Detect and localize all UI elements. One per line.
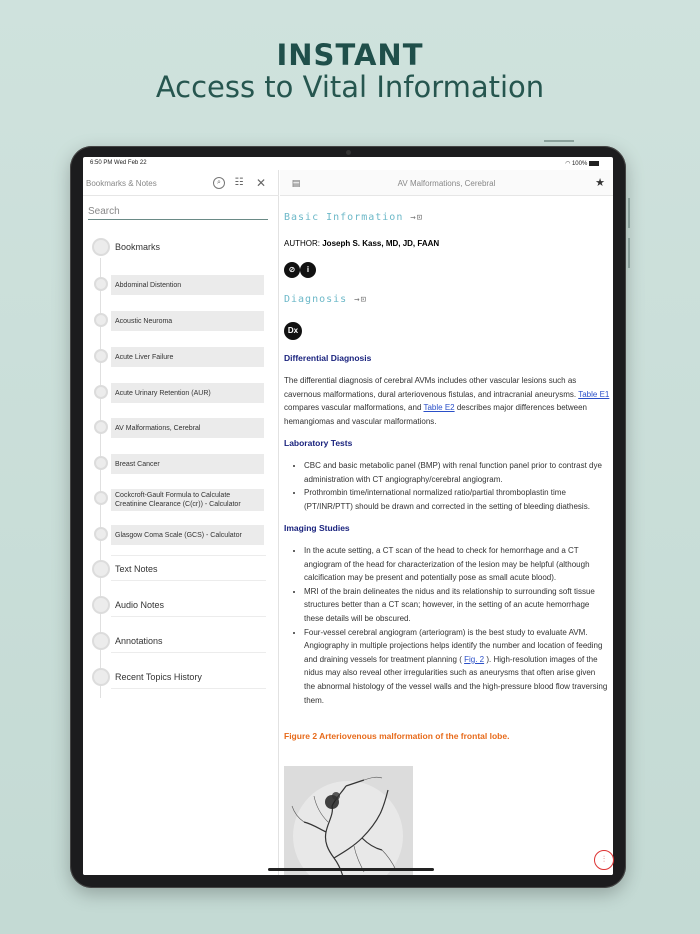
bookmark-node (94, 277, 108, 291)
list-item: • In the acute setting, a CT scan of the head to check for hemorrhage and a CT angiogram of the head for characterization of the lesion may be helpful (although calcification may be present and potentially pose as small acute blood). (304, 544, 608, 585)
bookmarks-node-icon (92, 238, 110, 256)
bookmark-node (94, 491, 108, 505)
divider (111, 688, 266, 689)
imaging-studies-heading: Imaging Studies (284, 523, 350, 533)
angiogram-illustration (284, 766, 413, 875)
divider (111, 555, 266, 556)
laboratory-tests-heading: Laboratory Tests (284, 438, 353, 448)
differential-diagnosis-heading: Differential Diagnosis (284, 353, 372, 363)
bookmark-item-glasgow-coma-scale[interactable]: Glasgow Coma Scale (GCS) - Calculator (111, 525, 264, 545)
angiogram-figure-image[interactable] (284, 766, 413, 875)
table-e2-link[interactable]: Table E2 (423, 403, 455, 413)
status-battery (565, 160, 599, 167)
list-item: • Prothrombin time/international normalized ratio/partial thromboplastin time (PT/INR/PTT) should be drawn and corrected in the setting of bleeding diathesis. (304, 486, 608, 513)
author-name: Joseph S. Kass, MD, JD, FAAN (322, 239, 440, 248)
search-input[interactable]: Search (88, 206, 268, 220)
battery-icon (589, 161, 599, 166)
bookmark-node (94, 456, 108, 470)
list-item: • CBC and basic metabolic panel (BMP) with renal function panel prior to contrast dye administration with CT angiography/cerebral angiogram. (304, 459, 608, 486)
basic-information-heading[interactable] (284, 212, 423, 223)
divider (111, 652, 266, 653)
audio-notes-section-label[interactable]: Audio Notes (115, 600, 165, 610)
camera-dot (346, 150, 351, 155)
recent-topics-section-label[interactable]: Recent Topics History (115, 672, 202, 682)
topic-header (280, 170, 613, 196)
bookmarks-panel-title: Bookmarks & Notes (86, 179, 157, 188)
laboratory-tests-list (292, 459, 608, 513)
expand-arrow-icon: →⊡ (410, 213, 424, 223)
expand-arrow-icon: →⊡ (354, 295, 368, 305)
bookmark-node (94, 313, 108, 327)
table-e1-link[interactable]: Table E1 (578, 389, 610, 399)
differential-diagnosis-text (284, 374, 610, 428)
search-icon[interactable]: ⌕ (213, 177, 225, 189)
differential-text-2: compares vascular malformations, and (284, 403, 422, 413)
audio-notes-node-icon (92, 596, 110, 614)
diagnosis-label: Diagnosis (284, 294, 348, 305)
bookmark-node (94, 420, 108, 434)
sliders-icon: ⫶ (602, 854, 606, 864)
diagnosis-heading[interactable] (284, 294, 367, 305)
bookmark-item-acoustic-neuroma[interactable]: Acoustic Neuroma (111, 311, 264, 331)
status-time: 6:50 PM Wed Feb 22 (90, 160, 147, 166)
tools-floating-button[interactable] (594, 850, 614, 870)
dx-badge-icon: Dx (284, 322, 302, 340)
tablet-volume-up (628, 198, 630, 228)
bookmark-node (94, 385, 108, 399)
list-item: • MRI of the brain delineates the nidus and its relationship to surrounding soft tissue structures better than a CT scan; however, in the setting of an acute hemorrhage these details will be obscured. (304, 585, 608, 626)
bookmark-item-acute-urinary-retention[interactable]: Acute Urinary Retention (AUR) (111, 383, 264, 403)
topic-title: AV Malformations, Cerebral (397, 179, 496, 188)
differential-text-3: describes major differences between hemangiomas and vascular malformations. (284, 403, 587, 426)
bookmarks-panel (83, 170, 279, 875)
fig-2-link[interactable]: Fig. 2 (464, 654, 485, 664)
app-screen (83, 157, 613, 875)
battery-label: 100% (571, 161, 588, 167)
bookmark-item-cockcroft-gault[interactable]: Cockcroft-Gault Formula to Calculate Creatinine Clearance (C(cr)) - Calculator (111, 489, 264, 511)
annotations-section-label[interactable]: Annotations (115, 636, 163, 646)
divider (111, 580, 266, 581)
promo-headline: INSTANT (276, 38, 424, 72)
bookmarks-section-label[interactable]: Bookmarks (115, 242, 161, 252)
imaging-item3-text-b: ). High-resolution images of the nidus may also reveal other irregularities such as aneurysms that often arise given the abnormal histology of the vessel walls and the high-pressure blood flow traversing them. (304, 654, 608, 705)
bookmarks-header (83, 170, 279, 196)
author-label: AUTHOR: (284, 239, 320, 248)
divider (111, 616, 266, 617)
topic-panel (280, 170, 613, 875)
list-item (304, 626, 608, 708)
info-badge-icon: i (300, 262, 316, 278)
imaging-item3-text-a: Four-vessel cerebral angiogram (arteriogram) is the best study to evaluate AVM. Angiography in multiple projections helps identify the number and location of feeding and draining vessels for treatment planning ( (304, 627, 603, 664)
figure-caption: Figure 2 Arteriovenous malformation of the frontal lobe. (284, 731, 510, 741)
logo-badge-icon: ⊘ (284, 262, 300, 278)
tablet-top-button (544, 140, 574, 142)
text-notes-node-icon (92, 560, 110, 578)
author-line (284, 239, 439, 248)
filter-icon[interactable]: ☷ (234, 177, 244, 188)
bookmark-item-acute-liver-failure[interactable]: Acute Liver Failure (111, 347, 264, 367)
imaging-studies-list (292, 544, 608, 707)
promo-subheadline: Access to Vital Information (155, 70, 545, 104)
sidebar-toggle-icon[interactable]: ▤ (291, 178, 301, 188)
bookmark-item-breast-cancer[interactable]: Breast Cancer (111, 454, 264, 474)
bookmark-star-icon[interactable]: ★ (595, 177, 605, 189)
close-icon[interactable]: ✕ (255, 176, 267, 190)
text-notes-section-label[interactable]: Text Notes (115, 564, 158, 574)
bookmark-item-abdominal-distention[interactable]: Abdominal Distention (111, 275, 264, 295)
bookmark-node (94, 349, 108, 363)
differential-text-1: The differential diagnosis of cerebral AVMs includes other vascular lesions such as cavernous malformations, dural arteriovenous fistulas, and intracranial aneurysms. (284, 376, 577, 399)
bookmark-node (94, 527, 108, 541)
status-bar (83, 157, 613, 170)
home-indicator[interactable] (268, 868, 434, 871)
basic-information-label: Basic Information (284, 212, 404, 223)
recent-topics-node-icon (92, 668, 110, 686)
tablet-volume-down (628, 238, 630, 268)
wifi-icon: ◠ (565, 161, 572, 167)
annotations-node-icon (92, 632, 110, 650)
bookmark-item-av-malformations[interactable]: AV Malformations, Cerebral (111, 418, 264, 438)
